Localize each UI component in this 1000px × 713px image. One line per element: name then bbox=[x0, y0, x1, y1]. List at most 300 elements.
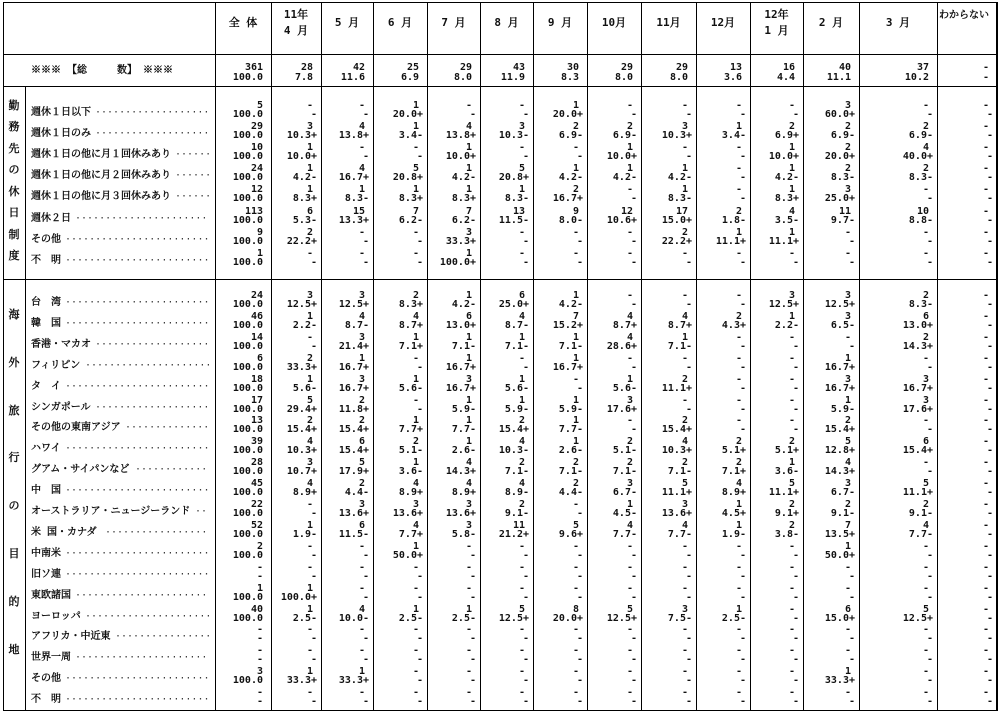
row-pct: 5.3- bbox=[292, 214, 317, 226]
row-count: 3 bbox=[626, 394, 633, 406]
row-pct: 33.3+ bbox=[286, 361, 317, 373]
row-pct: - bbox=[986, 570, 993, 582]
row-pct: - bbox=[576, 591, 583, 603]
row-count: - bbox=[982, 540, 989, 552]
row-pct: - bbox=[685, 109, 692, 120]
row-pct: - bbox=[416, 633, 423, 645]
row-count: - bbox=[982, 499, 989, 510]
row-pct: - bbox=[986, 528, 993, 540]
row-count: - bbox=[922, 247, 929, 259]
row-pct: - bbox=[362, 696, 369, 708]
row-pct: - bbox=[576, 508, 583, 519]
total-pct: 7.8 bbox=[294, 72, 313, 83]
row-pct: - bbox=[576, 151, 583, 163]
row-leader: ······················ bbox=[75, 212, 208, 224]
row-count: - bbox=[572, 499, 579, 510]
row-count: - bbox=[982, 352, 989, 364]
row-count: - bbox=[518, 624, 525, 636]
total-label: ※※※ 【総 数】 ※※※ bbox=[31, 65, 174, 76]
row-count: - bbox=[922, 540, 929, 552]
row-pct: - bbox=[986, 466, 993, 478]
row-count: - bbox=[465, 100, 472, 111]
row-pct: - bbox=[848, 235, 855, 247]
row-pct: 7.1- bbox=[558, 466, 583, 478]
row-count: - bbox=[572, 645, 579, 657]
row-pct: - bbox=[256, 633, 263, 645]
row-pct: 50.0+ bbox=[824, 549, 855, 561]
row-count: 5 bbox=[844, 436, 851, 448]
row-pct: 14.3+ bbox=[902, 340, 933, 352]
row-count: - bbox=[788, 247, 795, 259]
row-pct: 11.1+ bbox=[661, 382, 692, 394]
row-pct: 4.4- bbox=[344, 487, 369, 499]
row-pct: 6.9- bbox=[612, 130, 637, 142]
row-count: - bbox=[735, 540, 742, 552]
row-pct: 100.0 bbox=[232, 214, 263, 226]
row-pct: 7.1+ bbox=[721, 466, 746, 478]
row-pct: 6.2- bbox=[451, 214, 476, 226]
row-leader: ··················· bbox=[95, 338, 210, 350]
row-count: - bbox=[788, 415, 795, 427]
row-count: 2 bbox=[788, 499, 795, 510]
row-count: - bbox=[788, 582, 795, 594]
row-count: 40 bbox=[250, 603, 263, 615]
row-count: 1 bbox=[465, 163, 472, 175]
row-pct: - bbox=[469, 675, 476, 687]
row-pct: 20.0+ bbox=[552, 612, 583, 624]
total-pct: 8.0 bbox=[614, 72, 633, 83]
row-count: - bbox=[626, 645, 633, 657]
row-label: フィリピン bbox=[31, 359, 81, 371]
row-pct: - bbox=[986, 130, 993, 142]
row-leader: ······ bbox=[175, 191, 212, 203]
row-pct: 7.7- bbox=[451, 424, 476, 436]
row-count: - bbox=[922, 687, 929, 699]
section-side-label: 日 bbox=[8, 206, 20, 220]
row-pct: - bbox=[739, 675, 746, 687]
row-count: - bbox=[681, 666, 688, 678]
row-count: 1 bbox=[844, 540, 851, 552]
row-pct: 2.6- bbox=[558, 445, 583, 457]
row-pct: 7.7+ bbox=[398, 424, 423, 436]
row-count: - bbox=[788, 352, 795, 364]
row-pct: - bbox=[362, 591, 369, 603]
row-count: - bbox=[735, 561, 742, 573]
row-count: 28 bbox=[250, 457, 263, 469]
row-count: - bbox=[982, 687, 989, 699]
total-pct: 8.0 bbox=[669, 72, 688, 83]
row-pct: 11.1+ bbox=[715, 235, 746, 247]
row-leader: ····················· bbox=[85, 610, 212, 622]
row-count: - bbox=[982, 624, 989, 636]
row-count: 6 bbox=[465, 310, 472, 322]
row-pct: 7.1- bbox=[504, 466, 529, 478]
row-pct: - bbox=[926, 633, 933, 645]
row-pct: 7.7- bbox=[612, 528, 637, 540]
row-pct: 100.0 bbox=[232, 528, 263, 540]
row-count: - bbox=[922, 352, 929, 364]
total-count: 361 bbox=[244, 62, 263, 73]
row-count: - bbox=[306, 331, 313, 343]
row-pct: - bbox=[469, 549, 476, 561]
row-pct: 16.7+ bbox=[552, 193, 583, 205]
row-label: タ イ bbox=[31, 380, 61, 392]
total-pct: 6.9 bbox=[400, 72, 419, 83]
row-count: 6 bbox=[922, 310, 929, 322]
row-pct: 5.1- bbox=[398, 445, 423, 457]
row-leader: ············ bbox=[135, 464, 208, 476]
row-count: 6 bbox=[306, 205, 313, 217]
row-count: - bbox=[518, 142, 525, 154]
row-pct: - bbox=[986, 214, 993, 226]
row-pct: - bbox=[469, 570, 476, 582]
row-count: 18 bbox=[250, 373, 263, 385]
row-pct: - bbox=[310, 570, 317, 582]
row-count: 3 bbox=[465, 499, 472, 510]
row-pct: 15.4+ bbox=[824, 424, 855, 436]
row-pct: 5.1+ bbox=[721, 445, 746, 457]
row-pct: - bbox=[986, 109, 993, 120]
row-pct: - bbox=[848, 591, 855, 603]
row-pct: - bbox=[630, 109, 637, 120]
row-pct: 8.3- bbox=[830, 172, 855, 184]
row-count: 3 bbox=[465, 373, 472, 385]
row-count: - bbox=[518, 540, 525, 552]
row-count: - bbox=[412, 687, 419, 699]
row-pct: 10.3+ bbox=[286, 130, 317, 142]
row-count: 4 bbox=[681, 436, 688, 448]
row-count: - bbox=[626, 582, 633, 594]
row-count: 1 bbox=[412, 184, 419, 196]
row-label: 中南米 bbox=[31, 547, 61, 559]
row-count: - bbox=[788, 561, 795, 573]
row-pct: 100.0+ bbox=[280, 591, 317, 603]
row-count: - bbox=[572, 142, 579, 154]
row-pct: 7.1+ bbox=[398, 340, 423, 352]
row-count: 2 bbox=[572, 121, 579, 133]
total-count: 30 bbox=[566, 62, 579, 73]
row-pct: 5.6- bbox=[612, 382, 637, 394]
row-count: 1 bbox=[256, 582, 263, 594]
row-pct: - bbox=[576, 654, 583, 666]
row-count: 2 bbox=[922, 290, 929, 301]
column-header: 11月 bbox=[656, 16, 681, 29]
row-pct: - bbox=[926, 361, 933, 373]
row-count: 3 bbox=[844, 184, 851, 196]
row-leader: ························ bbox=[65, 568, 210, 580]
row-leader: ························ bbox=[65, 254, 210, 266]
row-pct: 22.2+ bbox=[661, 235, 692, 247]
row-pct: - bbox=[792, 570, 799, 582]
row-pct: 100.0 bbox=[232, 487, 263, 499]
row-count: - bbox=[518, 226, 525, 238]
column-header: 6 月 bbox=[387, 16, 413, 29]
row-count: - bbox=[788, 394, 795, 406]
row-pct: - bbox=[986, 299, 993, 310]
row-count: 2 bbox=[306, 352, 313, 364]
row-count: - bbox=[844, 247, 851, 259]
row-pct: 1.9- bbox=[721, 528, 746, 540]
row-pct: - bbox=[685, 151, 692, 163]
column-header: 全 体 bbox=[228, 16, 258, 29]
row-pct: 8.3+ bbox=[398, 193, 423, 205]
row-count: - bbox=[982, 478, 989, 490]
row-pct: 3.6- bbox=[398, 466, 423, 478]
row-pct: 12.8+ bbox=[824, 445, 855, 457]
row-count: 1 bbox=[412, 373, 419, 385]
row-count: - bbox=[982, 205, 989, 217]
table-border-bottom bbox=[3, 710, 997, 711]
row-count: 1 bbox=[412, 603, 419, 615]
row-pct: 33.3+ bbox=[338, 675, 369, 687]
row-pct: 5.1+ bbox=[774, 445, 799, 457]
row-count: 1 bbox=[681, 184, 688, 196]
row-pct: 8.9- bbox=[504, 487, 529, 499]
row-count: 4 bbox=[412, 310, 419, 322]
row-pct: 15.4+ bbox=[338, 424, 369, 436]
row-count: - bbox=[982, 603, 989, 615]
row-count: 1 bbox=[518, 184, 525, 196]
row-pct: - bbox=[522, 151, 529, 163]
row-pct: - bbox=[739, 340, 746, 352]
row-count: - bbox=[681, 561, 688, 573]
row-count: 8 bbox=[572, 603, 579, 615]
row-count: 15 bbox=[352, 205, 365, 217]
row-count: - bbox=[412, 352, 419, 364]
row-pct: 2.5- bbox=[398, 612, 423, 624]
row-pct: 7.1- bbox=[667, 466, 692, 478]
total-pct: - bbox=[982, 72, 989, 83]
row-pct: - bbox=[986, 633, 993, 645]
row-count: - bbox=[412, 394, 419, 406]
row-pct: - bbox=[926, 256, 933, 268]
row-pct: - bbox=[630, 654, 637, 666]
row-count: 4 bbox=[922, 519, 929, 531]
row-count: 3 bbox=[844, 373, 851, 385]
row-pct: 4.5- bbox=[612, 508, 637, 519]
row-count: - bbox=[518, 100, 525, 111]
row-count: - bbox=[735, 645, 742, 657]
row-count: 10 bbox=[916, 205, 929, 217]
row-pct: 25.0+ bbox=[824, 193, 855, 205]
row-pct: 15.0+ bbox=[661, 214, 692, 226]
row-pct: 13.6+ bbox=[392, 508, 423, 519]
row-pct: - bbox=[362, 570, 369, 582]
row-count: 5 bbox=[518, 163, 525, 175]
row-count: - bbox=[788, 100, 795, 111]
section-side-label: 的 bbox=[8, 595, 20, 609]
row-label: 中 国 bbox=[31, 485, 61, 497]
row-pct: - bbox=[310, 696, 317, 708]
row-pct: 5.8- bbox=[451, 528, 476, 540]
row-count: 1 bbox=[412, 540, 419, 552]
row-count: - bbox=[735, 184, 742, 196]
row-count: 1 bbox=[681, 331, 688, 343]
row-count: 1 bbox=[626, 163, 633, 175]
row-pct: - bbox=[926, 466, 933, 478]
row-count: - bbox=[626, 100, 633, 111]
row-count: 4 bbox=[681, 519, 688, 531]
row-pct: - bbox=[986, 696, 993, 708]
row-pct: 10.0+ bbox=[606, 151, 637, 163]
row-pct: - bbox=[986, 361, 993, 373]
row-pct: 8.3- bbox=[504, 193, 529, 205]
row-pct: - bbox=[362, 654, 369, 666]
row-count: 1 bbox=[518, 331, 525, 343]
row-count: 24 bbox=[250, 290, 263, 301]
row-pct: 10.0- bbox=[338, 612, 369, 624]
row-count: - bbox=[982, 394, 989, 406]
row-pct: 5.9- bbox=[504, 403, 529, 415]
row-count: 3 bbox=[465, 226, 472, 238]
row-count: - bbox=[982, 331, 989, 343]
row-pct: - bbox=[630, 256, 637, 268]
row-count: - bbox=[735, 247, 742, 259]
row-pct: 100.0 bbox=[232, 130, 263, 142]
row-pct: - bbox=[986, 654, 993, 666]
row-pct: - bbox=[630, 424, 637, 436]
row-count: 2 bbox=[922, 331, 929, 343]
row-count: - bbox=[465, 666, 472, 678]
row-pct: 8.7+ bbox=[667, 319, 692, 331]
total-count: 25 bbox=[406, 62, 419, 73]
row-pct: 100.0 bbox=[232, 675, 263, 687]
row-pct: - bbox=[986, 549, 993, 561]
row-pct: - bbox=[848, 633, 855, 645]
row-count: - bbox=[572, 540, 579, 552]
row-count: - bbox=[735, 142, 742, 154]
row-count: 1 bbox=[735, 603, 742, 615]
row-count: 14 bbox=[250, 331, 263, 343]
row-pct: 10.3+ bbox=[661, 445, 692, 457]
row-pct: - bbox=[522, 591, 529, 603]
row-count: 5 bbox=[626, 603, 633, 615]
row-count: - bbox=[982, 163, 989, 175]
row-pct: 9.1- bbox=[830, 508, 855, 519]
row-count: 3 bbox=[518, 121, 525, 133]
row-label: 香港・マカオ bbox=[31, 338, 91, 350]
row-pct: - bbox=[986, 172, 993, 184]
row-count: - bbox=[922, 561, 929, 573]
row-pct: 20.8+ bbox=[498, 172, 529, 184]
row-pct: 2.2- bbox=[774, 319, 799, 331]
row-pct: - bbox=[416, 696, 423, 708]
row-pct: - bbox=[469, 654, 476, 666]
row-count: 4 bbox=[465, 457, 472, 469]
row-count: 29 bbox=[250, 121, 263, 133]
row-pct: 2.5- bbox=[721, 612, 746, 624]
column-header: 12年 1 月 bbox=[764, 8, 789, 37]
row-count: - bbox=[256, 687, 263, 699]
row-count: 2 bbox=[681, 226, 688, 238]
row-count: 2 bbox=[681, 457, 688, 469]
row-pct: - bbox=[792, 654, 799, 666]
row-pct: 12.5+ bbox=[606, 612, 637, 624]
row-pct: - bbox=[739, 361, 746, 373]
row-pct: - bbox=[792, 549, 799, 561]
column-header: 7 月 bbox=[441, 16, 466, 29]
row-pct: - bbox=[792, 424, 799, 436]
section-side-label: 制 bbox=[8, 227, 20, 241]
row-pct: 7.7- bbox=[667, 528, 692, 540]
row-count: 2 bbox=[256, 540, 263, 552]
row-count: - bbox=[306, 499, 313, 510]
row-pct: 8.3+ bbox=[398, 299, 423, 310]
row-count: 2 bbox=[358, 478, 365, 490]
row-pct: - bbox=[362, 633, 369, 645]
row-count: - bbox=[358, 100, 365, 111]
row-count: - bbox=[844, 645, 851, 657]
row-count: 4 bbox=[788, 205, 795, 217]
row-count: - bbox=[788, 645, 795, 657]
row-leader: ························ bbox=[65, 694, 210, 706]
row-pct: - bbox=[926, 424, 933, 436]
row-count: - bbox=[465, 645, 472, 657]
row-count: 11 bbox=[838, 205, 851, 217]
row-label: その他の東南アジア bbox=[31, 422, 121, 434]
row-count: 3 bbox=[788, 290, 795, 301]
row-pct: 3.8- bbox=[774, 528, 799, 540]
row-pct: 1.9- bbox=[292, 528, 317, 540]
total-count: 43 bbox=[512, 62, 525, 73]
row-pct: - bbox=[685, 696, 692, 708]
row-leader: ··················· bbox=[95, 107, 210, 118]
row-pct: 11.5- bbox=[338, 528, 369, 540]
row-pct: - bbox=[792, 696, 799, 708]
total-count: 29 bbox=[675, 62, 688, 73]
row-count: 3 bbox=[922, 394, 929, 406]
row-pct: 16.7+ bbox=[902, 382, 933, 394]
row-count: - bbox=[982, 184, 989, 196]
row-count: - bbox=[358, 142, 365, 154]
row-pct: - bbox=[576, 633, 583, 645]
row-leader: ························ bbox=[65, 673, 210, 685]
row-pct: - bbox=[416, 151, 423, 163]
section-side-label: 目 bbox=[8, 547, 20, 561]
column-header: 2 月 bbox=[818, 16, 844, 29]
row-pct: 10.3- bbox=[498, 445, 529, 457]
row-count: 3 bbox=[844, 478, 851, 490]
row-count: 4 bbox=[626, 310, 633, 322]
row-count: 2 bbox=[412, 436, 419, 448]
column-divider bbox=[997, 2, 998, 711]
row-pct: 8.9+ bbox=[721, 487, 746, 499]
row-pct: 2.5- bbox=[451, 612, 476, 624]
row-count: 5 bbox=[306, 394, 313, 406]
row-pct: 8.7+ bbox=[398, 319, 423, 331]
row-pct: 10.0+ bbox=[768, 151, 799, 163]
row-count: 7 bbox=[572, 310, 579, 322]
row-count: 3 bbox=[358, 499, 365, 510]
row-count: 2 bbox=[626, 436, 633, 448]
row-pct: 100.0 bbox=[232, 151, 263, 163]
section-side-label: 海 bbox=[8, 307, 20, 321]
row-pct: - bbox=[848, 570, 855, 582]
row-count: 5 bbox=[922, 603, 929, 615]
row-label: 不 明 bbox=[31, 694, 61, 706]
row-count: - bbox=[572, 247, 579, 259]
row-pct: 8.7- bbox=[504, 319, 529, 331]
row-count: 1 bbox=[572, 415, 579, 427]
row-pct: 100.0 bbox=[232, 109, 263, 120]
row-count: 1 bbox=[518, 394, 525, 406]
row-pct: - bbox=[848, 256, 855, 268]
row-count: - bbox=[518, 645, 525, 657]
total-pct: 10.2 bbox=[904, 72, 929, 83]
row-count: 1 bbox=[844, 394, 851, 406]
row-pct: 100.0 bbox=[232, 508, 263, 519]
row-pct: 5.6- bbox=[398, 382, 423, 394]
